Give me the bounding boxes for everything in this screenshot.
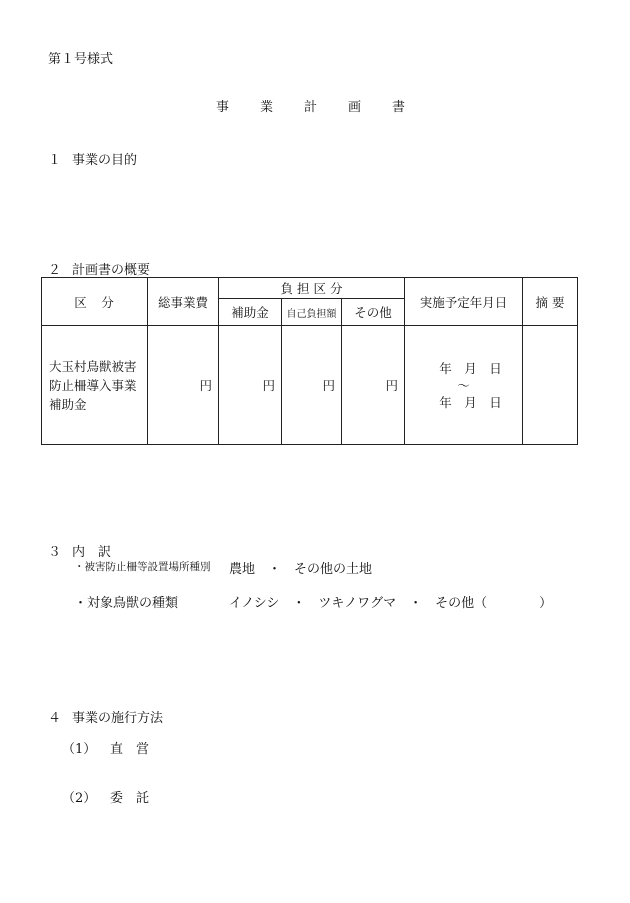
row-category-line: 防止柵導入事業 — [49, 377, 137, 393]
section-4-heading — [48, 707, 163, 726]
section-4-label: 事業の施行方法 — [72, 711, 164, 726]
section-1-number: １ — [48, 153, 62, 168]
row-remarks — [523, 326, 578, 445]
row-other: 円 — [342, 326, 405, 445]
method-label: 直 営 — [110, 742, 150, 757]
row-scheduled-date — [405, 326, 523, 445]
document-title: 事 業 計 画 書 — [215, 100, 414, 115]
method-item-consignment — [62, 787, 149, 806]
header-remarks: 摘 要 — [523, 278, 578, 326]
section-2-label: 計画書の概要 — [72, 263, 151, 278]
header-burden-division: 負 担 区 分 — [219, 278, 405, 299]
breakdown-item-2-label: ・対象鳥獣の種類 — [74, 596, 179, 611]
table-row — [42, 326, 578, 445]
method-number: （2） — [62, 791, 97, 806]
row-total-cost: 円 — [148, 326, 219, 445]
method-item-direct — [62, 738, 149, 757]
section-3-label: 内 訳 — [72, 545, 112, 560]
header-subsidy: 補助金 — [219, 299, 282, 326]
section-4-number: ４ — [48, 711, 62, 726]
row-category-line: 補助金 — [49, 396, 87, 412]
breakdown-item-1-label: ・被害防止柵等設置場所種別 — [74, 561, 211, 573]
section-1-heading — [48, 149, 137, 168]
section-3-number: ３ — [48, 545, 62, 560]
period-start: 年 月 日 — [439, 360, 502, 376]
row-category — [42, 326, 148, 445]
header-category: 区 分 — [42, 278, 148, 326]
breakdown-item-2-value: イノシシ ・ ツキノワグマ ・ その他（ ） — [229, 596, 553, 611]
method-number: （1） — [62, 742, 97, 757]
row-self-burden: 円 — [282, 326, 342, 445]
row-subsidy: 円 — [219, 326, 282, 445]
section-2-number: ２ — [48, 263, 62, 278]
header-other: その他 — [342, 299, 405, 326]
header-scheduled-date: 実施予定年月日 — [405, 278, 523, 326]
form-number: 第１号様式 — [48, 52, 114, 67]
section-2-heading — [48, 259, 150, 278]
breakdown-item-1-value: 農地 ・ その他の土地 — [229, 562, 373, 577]
row-category-line: 大玉村鳥獣被害 — [49, 358, 137, 374]
method-label: 委 託 — [110, 791, 150, 806]
period-separator: ～ — [457, 377, 470, 393]
period-end: 年 月 日 — [439, 394, 502, 410]
section-1-label: 事業の目的 — [72, 153, 138, 168]
plan-summary-table — [41, 277, 578, 445]
header-self-burden: 自己負担額 — [282, 299, 342, 326]
section-3-heading — [48, 541, 111, 560]
header-total-cost: 総事業費 — [148, 278, 219, 326]
